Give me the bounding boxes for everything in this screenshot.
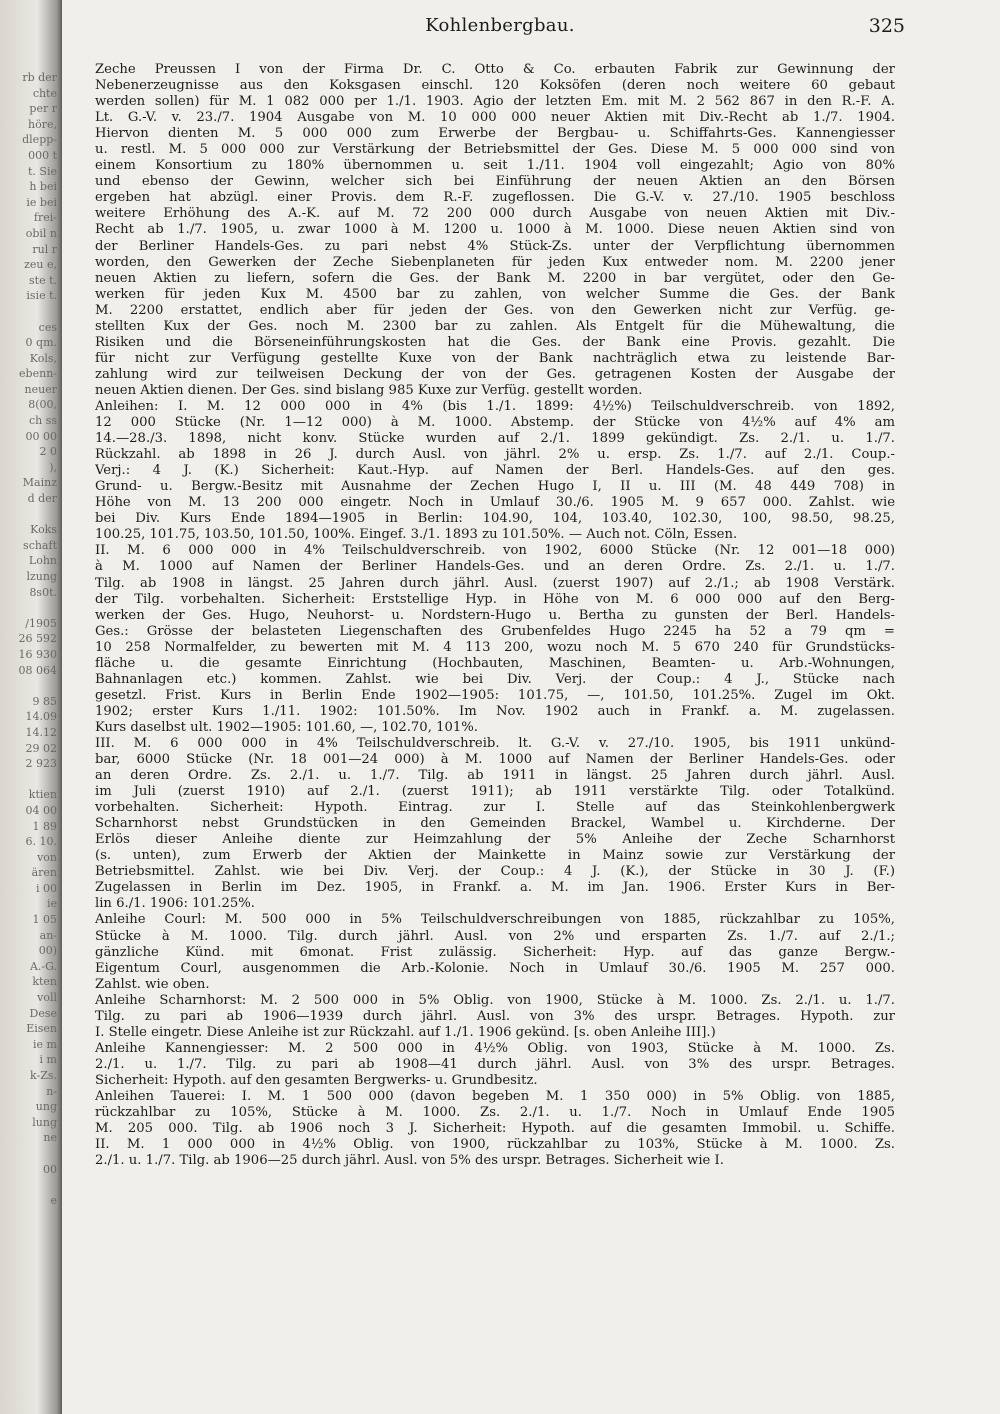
text-line: Anleihe Courl: M. 500 000 in 5% Teilschuldverschreibungen von 1885, rückzahlbar zu 105%, [95, 912, 895, 928]
text-line: rückzahlbar zu 105%, Stücke à M. 1000. Zs. 2./1. u. 1./7. Noch in Umlauf Ende 1905 [95, 1105, 895, 1121]
adjacent-page-fragment: 9 85 [32, 694, 57, 708]
text-line: werken für jeden Kux M. 4500 bar zu zahlen, von welcher Summe die Ges. der Bank [95, 286, 895, 302]
adjacent-page-fragment: ebenn- [19, 367, 57, 381]
adjacent-page-fragment: 16 930 [18, 647, 57, 661]
text-line: 14.—28./3. 1898, nicht konv. Stücke wurden auf 2./1. 1899 gekündigt. Zs. 2./1. u. 1./7. [95, 431, 895, 447]
adjacent-page-fragment: obil n [25, 226, 57, 240]
text-line: zahlung wird zur teilweisen Deckung der von der Ges. getragenen Kosten der Ausgabe der [95, 366, 895, 382]
adjacent-page-fragment: d der [27, 492, 57, 506]
adjacent-page-fragment: frei- [33, 211, 57, 225]
text-line: Nebenerzeugnisse aus den Koksgasen einschl. 120 Koksöfen (deren noch weitere 60 gebaut [95, 78, 895, 94]
text-line: vorbehalten. Sicherheit: Hypoth. Eintrag. zur I. Stelle auf das Steinkohlenbergwerk [95, 800, 895, 816]
adjacent-page-fragment: Dese [29, 1006, 57, 1020]
adjacent-page-fragment: ktien [28, 788, 57, 802]
text-line: II. M. 6 000 000 in 4% Teilschuldverschreib. von 1902, 6000 Stücke (Nr. 12 001—18 000) [95, 543, 895, 559]
text-line: Kurs daselbst ult. 1902—1905: 101.60, —, 102.70, 101%. [95, 719, 478, 735]
article-body [95, 62, 895, 1169]
adjacent-page-fragment: neuer [24, 382, 57, 396]
adjacent-page-fragment: ne [43, 1131, 57, 1145]
adjacent-page-fragment: Koks [30, 523, 57, 537]
text-line: Grund- u. Bergw.-Besitz mit Ausnahme der Zechen Hugo I, II u. III (M. 48 449 708) in [95, 479, 895, 495]
text-line: Zahlst. wie oben. [95, 976, 210, 992]
adjacent-page-fragment: chte [32, 86, 57, 100]
text-line: stellten Kux der Ges. noch M. 2300 bar zu zahlen. Als Entgelt für die Mühewaltung, die [95, 318, 895, 334]
adjacent-page-fragment: 2 923 [25, 757, 57, 771]
text-line: ergeben hat abzügl. einer Provis. dem R.-F. zugeflossen. Die G.-V. v. 27./10. 1905 beschloss [95, 190, 895, 206]
adjacent-page-fragment: lzung [26, 570, 57, 583]
adjacent-page-fragment: 000 t [28, 148, 57, 162]
adjacent-page-fragment: ch ss [28, 414, 57, 428]
adjacent-page-fragment [2, 600, 57, 616]
adjacent-page-fragment: ung [35, 1100, 57, 1114]
text-line: III. M. 6 000 000 in 4% Teilschuldverschreib. lt. G.-V. v. 27./10. 1905, bis 1911 unkünd- [95, 735, 895, 751]
adjacent-page-fragment: 14.09 [25, 710, 57, 724]
text-line: Tilg. ab 1908 in längst. 25 Jahren durch jährl. Ausl. (zuerst 1907) auf 2./1.; ab 1908 Verstärk. [95, 575, 895, 591]
adjacent-page-fragment: 8(00, [28, 398, 57, 412]
text-line: werken der Ges. Hugo, Neuhorst- u. Nordstern-Hugo u. Bertha zu gunsten der Berl. Handels- [95, 607, 895, 623]
adjacent-page-fragment: 1 05 [32, 913, 57, 927]
text-line: Risiken und die Börseneinführungskosten hat die Ges. der Bank eine Provis. gezahlt. Die [95, 334, 895, 350]
text-line: Rückzahl. ab 1898 in 26 J. durch Ausl. von jährl. 2% u. ersp. Zs. 1./7. auf 2./1. Coup.- [95, 447, 895, 463]
adjacent-page-margin [0, 0, 62, 1414]
text-line: Erlös dieser Anleihe diente zur Heimzahlung der 5% Anleihe der Zeche Scharnhorst [95, 832, 895, 848]
text-line: der Tilg. vorbehalten. Sicherheit: Erststellige Hyp. in Höhe von M. 6 000 000 auf den Berg- [95, 591, 895, 607]
adjacent-page-fragment: /1905 [25, 616, 57, 630]
text-line: I. Stelle eingetr. Diese Anleihe ist zur Rückzahl. auf 1./1. 1906 gekünd. [s. oben Anleihe III].) [95, 1024, 716, 1040]
text-line: M. 2200 erstattet, endlich aber für jeden der Ges. von den Gewerken nicht zur Verfüg. ge- [95, 302, 895, 318]
text-line: Sicherheit: Hypoth. auf den gesamten Bergwerks- u. Grundbesitz. [95, 1072, 538, 1088]
adjacent-page-fragment: ces [38, 320, 57, 334]
adjacent-page-fragment [2, 1177, 57, 1193]
text-line: an deren Ordre. Zs. 2./1. u. 1./7. Tilg. ab 1911 in längst. 25 Jahren durch jährl. Ausl. [95, 768, 895, 784]
adjacent-page-fragment: i 00 [35, 881, 57, 895]
adjacent-page-fragment [2, 304, 57, 320]
text-line: Höhe von M. 13 200 000 eingetr. Noch in Umlauf 30./6. 1905 M. 9 657 000. Zahlst. wie [95, 495, 895, 511]
adjacent-page-fragment: 6. 10. [25, 835, 57, 849]
adjacent-page-fragment: 00 00 [25, 429, 57, 443]
text-line: neuen Aktien dienen. Der Ges. sind bislang 985 Kuxe zur Verfüg. gestellt worden. [95, 382, 643, 398]
adjacent-page-fragment: schaft [23, 538, 57, 552]
adjacent-page-fragment: lung [32, 1115, 57, 1129]
adjacent-page-fragment: i m [39, 1053, 57, 1067]
text-line: bar, 6000 Stücke (Nr. 18 001—24 000) à M. 1000 auf Namen der Berliner Handels-Ges. oder [95, 752, 895, 768]
text-line: im Juli (zuerst 1910) auf 2./1. (zuerst 1911); ab 1911 verstärkte Tilg. oder Totalkünd. [95, 784, 895, 800]
adjacent-page-fragment: ste t. [29, 273, 57, 287]
adjacent-page-fragment: Mainz [22, 476, 57, 490]
text-line: Anleihe Scharnhorst: M. 2 500 000 in 5% Oblig. von 1900, Stücke à M. 1000. Zs. 2./1. u. 1./7. [95, 992, 895, 1008]
adjacent-page-fragment: zeu e, [24, 258, 57, 272]
text-line: Lt. G.-V. v. 23./7. 1904 Ausgabe von M. 10 000 000 neuer Aktien mit Div.-Recht ab 1./7. 1904. [95, 110, 895, 126]
text-line: à M. 1000 auf Namen der Berliner Handels-Ges. und an deren Ordre. Zs. 2./1. u. 1./7. [95, 559, 895, 575]
text-line: Scharnhorst nebst Grundstücken in den Gemeinden Brackel, Wambel u. Kirchderne. Der [95, 816, 895, 832]
adjacent-page-fragment: 26 592 [18, 632, 57, 646]
adjacent-page-fragment [2, 678, 57, 694]
text-line: 1902; erster Kurs 1./11. 1902: 101.50%. Im Nov. 1902 auch in Frankf. a. M. zugelassen. [95, 703, 895, 719]
text-line: einem Konsortium zu 180% übernommen u. seit 1./11. 1904 voll eingezahlt; Agio von 80% [95, 158, 895, 174]
adjacent-page-fragment: ), [49, 460, 57, 474]
text-line: II. M. 1 000 000 in 4½% Oblig. von 1900, rückzahlbar zu 103%, Stücke à M. 1000. Zs. [95, 1137, 895, 1153]
text-line: 10 258 Normalfelder, zu bewerten mit M. 4 113 200, wozu noch M. 5 670 240 für Grundstücks- [95, 639, 895, 655]
text-line: u. restl. M. 5 000 000 zur Verstärkung der Betriebsmittel der Ges. Diese M. 5 000 000 sind von [95, 142, 895, 158]
adjacent-page-fragment [2, 507, 57, 523]
text-line: Tilg. zu pari ab 1906—1939 durch jährl. Ausl. von 3% des urspr. Betrages. Hypoth. zur [95, 1008, 895, 1024]
adjacent-page-fragment: ären [31, 866, 57, 880]
adjacent-page-fragment: 04 00 [25, 803, 57, 817]
text-line: 2./1. u. 1./7. Tilg. ab 1906—25 durch jährl. Ausl. von 5% des urspr. Betrages. Sicherheit wie I. [95, 1153, 724, 1169]
text-line: gesetzl. Frist. Kurs in Berlin Ende 1902—1905: 101.75, —, 101.50, 101.25%. Zugel im Okt. [95, 687, 895, 703]
adjacent-page-fragment: höre, [28, 117, 57, 131]
text-line: M. 205 000. Tilg. ab 1906 noch 3 J. Sicherheit: Hypoth. auf die gesamten Immobil. u. Schiffe. [95, 1121, 895, 1137]
text-line: 100.25, 101.75, 103.50, 101.50, 100%. Eingef. 3./1. 1893 zu 101.50%. — Auch not. Cöln, Essen. [95, 527, 738, 543]
adjacent-page-fragment: Eisen [26, 1022, 57, 1036]
adjacent-page-fragments [2, 70, 57, 1208]
text-line: und ebenso der Gewinn, welcher sich bei Einführung der neuen Aktien an den Börsen [95, 174, 895, 190]
adjacent-page-fragment: 1 89 [32, 819, 57, 833]
text-line: Hiervon dienten M. 5 000 000 zum Erwerbe der Bergbau- u. Schiffahrts-Ges. Kannengiesser [95, 126, 895, 142]
text-line: Anleihen: I. M. 12 000 000 in 4% (bis 1./1. 1899: 4½%) Teilschuldverschreib. von 1892, [95, 398, 895, 414]
text-line: 12 000 Stücke (Nr. 1—12 000) à M. 1000. Abstemp. der Stücke von 4½% auf 4% am [95, 415, 895, 431]
text-line: Verj.: 4 J. (K.) Sicherheit: Kaut.-Hyp. auf Namen der Berl. Handels-Ges. auf den ges. [95, 463, 895, 479]
adjacent-page-fragment: 8s0t. [29, 585, 57, 599]
adjacent-page-fragment: Lohn [28, 554, 57, 568]
adjacent-page-fragment: A.-G. [29, 959, 57, 973]
adjacent-page-fragment [2, 772, 57, 788]
adjacent-page-fragment: 00 [43, 1162, 57, 1176]
text-line: Ges.: Grösse der belasteten Liegenschaften des Grubenfeldes Hugo 2245 ha 52 a 79 qm = [95, 623, 895, 639]
text-line: Recht ab 1./7. 1905, u. zwar 1000 à M. 1200 u. 1000 à M. 1000. Diese neuen Aktien sind von [95, 222, 895, 238]
text-line: Betriebsmittel. Zahlst. wie bei Div. Verj. der Coup.: 4 J. (K.), der Stücke in 30 J. (F.) [95, 864, 895, 880]
adjacent-page-fragment: rb der [22, 71, 57, 84]
adjacent-page-fragment: voll [37, 991, 57, 1005]
adjacent-page-fragment [2, 1146, 57, 1162]
text-line: neuen Aktien zu liefern, sofern die Ges. der Bank M. 2200 in bar vergütet, oder den Ge- [95, 270, 895, 286]
adjacent-page-fragment: 00) [38, 944, 57, 958]
adjacent-page-fragment: 2 0 [39, 445, 57, 459]
adjacent-page-fragment: dlepp- [22, 133, 57, 147]
adjacent-page-fragment: ie bei [26, 195, 57, 209]
adjacent-page-fragment: h bei [29, 180, 57, 194]
text-line: Anleihen Tauerei: I. M. 1 500 000 (davon begeben M. 1 350 000) in 5% Oblig. von 1885, [95, 1089, 895, 1104]
running-title: Kohlenbergbau. [425, 15, 575, 36]
text-line: Zeche Preussen I von der Firma Dr. C. Otto & Co. erbauten Fabrik zur Gewinnung der [95, 62, 895, 77]
text-line: 2./1. u. 1./7. Tilg. zu pari ab 1908—41 durch jährl. Ausl. von 3% des urspr. Betrages. [95, 1056, 895, 1072]
text-line: Zugelassen in Berlin im Dez. 1905, in Frankf. a. M. im Jan. 1906. Erster Kurs in Ber- [95, 880, 895, 896]
adjacent-page-fragment: 08 064 [18, 663, 57, 677]
adjacent-page-fragment: ie m [33, 1037, 57, 1051]
page-header [95, 15, 905, 45]
adjacent-page-fragment: k-Zs. [30, 1069, 57, 1082]
text-line: für nicht zur Verfügung gestellte Kuxe von der Bank nachträglich etwa zu leistende Bar- [95, 350, 895, 366]
text-line: weitere Erhöhung des A.-K. auf M. 72 200 000 durch Ausgabe von neuen Aktien mit Div.- [95, 206, 895, 222]
text-line: Bahnanlagen etc.) kommen. Zahlst. wie bei Div. Verj. der Coup.: 4 J., Stücke nach [95, 671, 895, 687]
text-line: worden, den Gewerken der Zeche Siebenplaneten für jeden Kux entweder nom. M. 2200 jener [95, 254, 895, 270]
adjacent-page-fragment: isie t. [26, 289, 57, 303]
text-line: Eigentum Courl, ausgenommen die Arb.-Kolonie. Noch in Umlauf 30./6. 1905 M. 257 000. [95, 960, 895, 976]
text-line: der Berliner Handels-Ges. zu pari nebst 4% Stück-Zs. unter der Verpflichtung übernommen [95, 238, 895, 254]
adjacent-page-fragment: ie [46, 897, 57, 911]
adjacent-page-fragment: von [37, 850, 57, 864]
adjacent-page-fragment: 14.12 [25, 725, 57, 739]
text-line: Stücke à M. 1000. Tilg. durch jährl. Ausl. von 2% und ersparten Zs. 1./7. auf 2./1.; [95, 928, 895, 944]
adjacent-page-fragment: n- [46, 1084, 57, 1098]
text-line: fläche u. die gesamte Einrichtung (Hochbauten, Maschinen, Beamten- u. Arb.-Wohnungen, [95, 655, 895, 671]
adjacent-page-fragment: e [50, 1193, 57, 1207]
adjacent-page-fragment: rul r [32, 242, 57, 256]
text-line: gänzliche Künd. mit 6monat. Frist zulässig. Sicherheit: Hyp. auf das ganze Bergw.- [95, 944, 895, 960]
adjacent-page-fragment: an- [39, 928, 57, 942]
adjacent-page-fragment: per r [29, 102, 57, 116]
adjacent-page-fragment: 0 qm. [25, 336, 57, 350]
adjacent-page-fragment: 29 02 [25, 741, 57, 755]
adjacent-page-fragment: Kols, [29, 351, 57, 365]
text-line: Anleihe Kannengiesser: M. 2 500 000 in 4½% Oblig. von 1903, Stücke à M. 1000. Zs. [95, 1040, 895, 1056]
text-line: lin 6./1. 1906: 101.25%. [95, 896, 255, 912]
adjacent-page-fragment: kten [32, 975, 57, 989]
text-line: werden sollen) für M. 1 082 000 per 1./1. 1903. Agio der letzten Em. mit M. 2 562 867 in den R.-F. A. [95, 94, 895, 110]
page-number: 325 [868, 15, 905, 37]
text-line: bei Div. Kurs Ende 1894—1905 in Berlin: 104.90, 104, 103.40, 102.30, 100, 98.50, 98.25, [95, 511, 895, 527]
adjacent-page-fragment: t. Sie [28, 164, 57, 178]
text-line: (s. unten), zum Erwerb der Aktien der Mainkette in Mainz sowie zur Verstärkung der [95, 848, 895, 864]
